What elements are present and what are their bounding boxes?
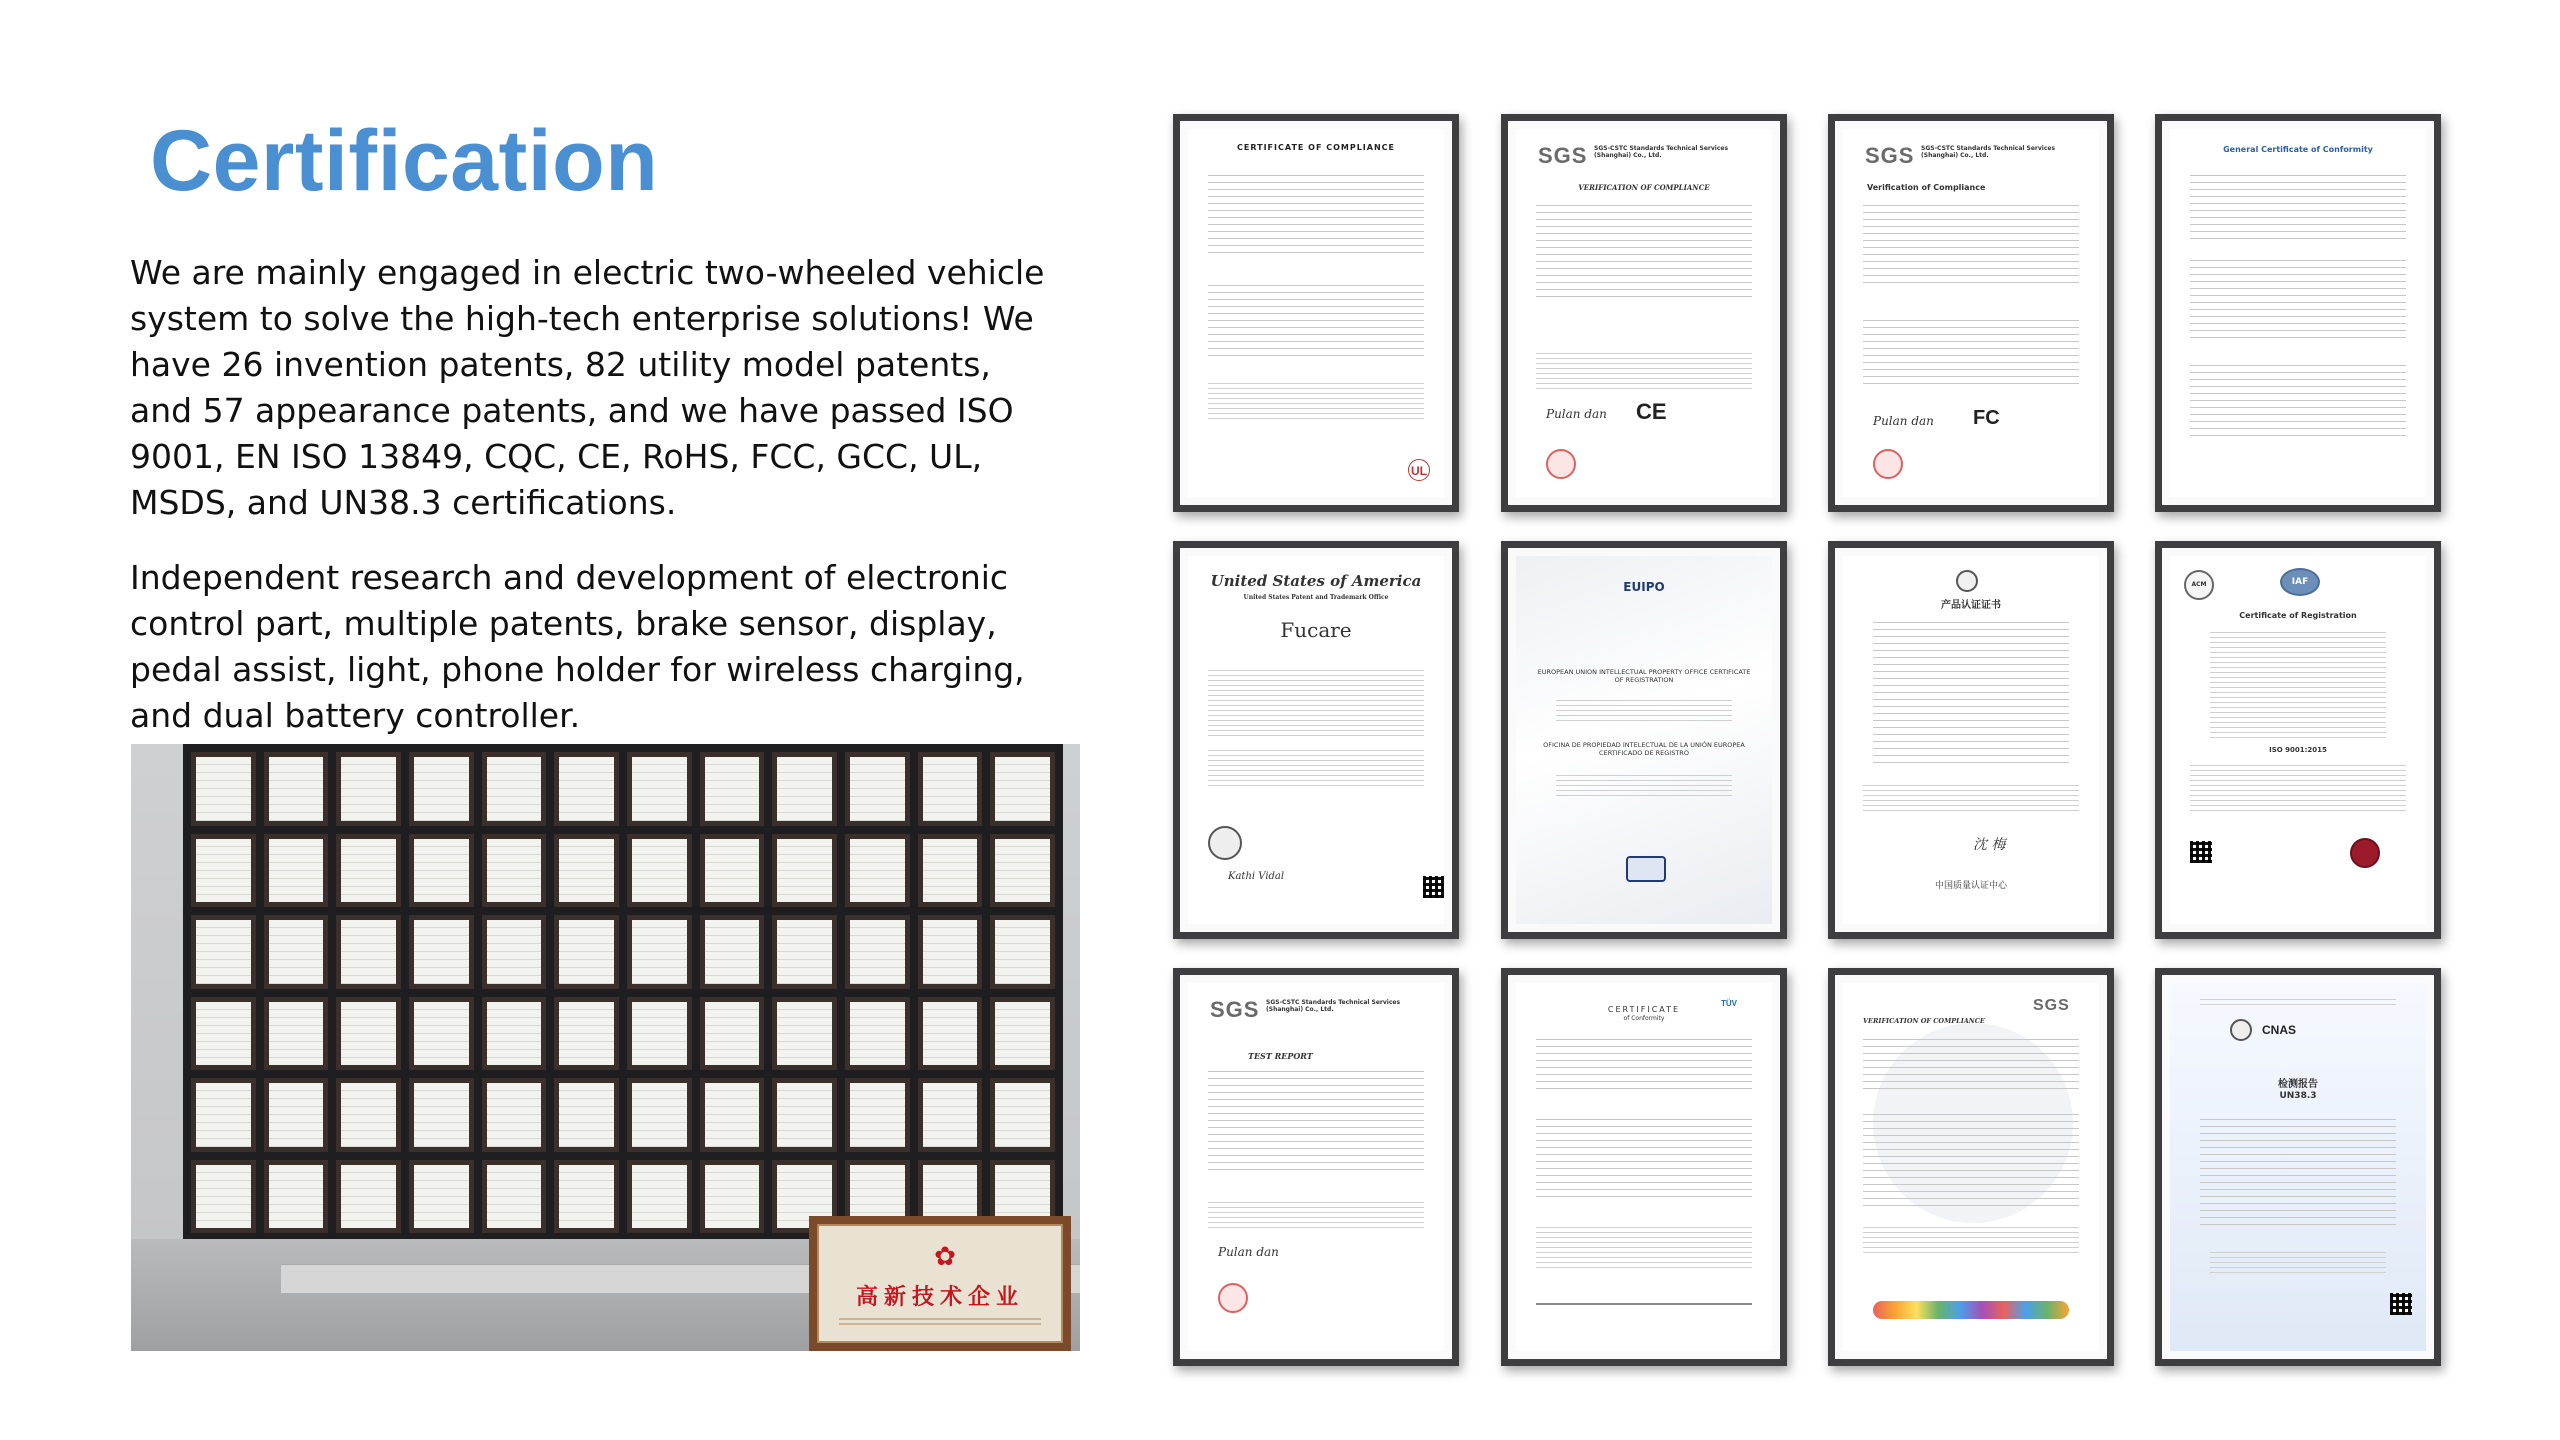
ce-mark-icon: CE (1636, 399, 1667, 424)
wall-certificate-frame (990, 834, 1055, 908)
certificate-text-lines (1556, 771, 1732, 799)
rd-paragraph: Independent research and development of electronic control part, multiple patents, brake sensor, display, pedal assist, light, phone holder for wireless charging, and dual battery controller. (130, 558, 1025, 735)
certificate-text-lines (1556, 696, 1732, 724)
wall-certificate-frame (918, 834, 983, 908)
wall-certificate-frame (990, 915, 1055, 989)
wall-certificate-frame (409, 834, 474, 908)
wall-certificate-frame (191, 834, 256, 908)
wall-certificate-frame (191, 915, 256, 989)
certificate-heading: United States of America (1210, 572, 1422, 590)
certificate-ul-compliance (1173, 114, 1459, 512)
sgs-logo: SGS (1210, 997, 1260, 1022)
wall-certificate-frame (627, 997, 692, 1071)
signature: 沈 梅 (1973, 837, 2006, 853)
certificate-frames-grid (191, 752, 1055, 1233)
wall-certificate-frame (554, 915, 619, 989)
certificate-text-lines (1208, 279, 1424, 359)
wall-certificate-frame (191, 1078, 256, 1152)
certificate-text-lines (2210, 1248, 2386, 1273)
certificate-heading: CERTIFICATE OF COMPLIANCE (1236, 143, 1395, 152)
certificate-text-lines (2190, 359, 2406, 439)
sgs-logo: SGS (2033, 997, 2070, 1014)
stamp-seal (1218, 1283, 1248, 1313)
wall-certificate-frame (482, 997, 547, 1071)
certificate-text-lines (2190, 761, 2406, 811)
certificate-text-lines (1863, 314, 2079, 384)
wall-certificate-frame (700, 752, 765, 826)
wall-certificate-frame (264, 997, 329, 1071)
wall-certificate-frame (554, 1078, 619, 1152)
certificate-footer: 中国质量认证中心 (1934, 881, 2007, 891)
certificate-heading: 产品认证证书 (1941, 600, 2001, 611)
certificate-text-lines (1208, 746, 1424, 786)
wall-certificate-frame (772, 752, 837, 826)
signature: Kathi Vidal (1228, 871, 1285, 882)
issuer-name: SGS-CSTC Standards Technical Services (Shanghai) Co., Ltd. (1594, 145, 1729, 159)
wall-certificate-frame (627, 834, 692, 908)
wall-certificate-frame (700, 915, 765, 989)
uspto-seal-icon (1208, 826, 1242, 860)
ilac-logo-icon (2230, 1019, 2252, 1041)
certificate-heading: CERTIFICATE (1607, 1005, 1681, 1014)
certificate-wall-photo (131, 744, 1080, 1351)
certificate-text-lines (1536, 349, 1752, 389)
qr-code-icon (2190, 841, 2212, 863)
certificate-tuv-conformity (1501, 968, 1787, 1366)
certificate-text-lines (2190, 169, 2406, 239)
wall-certificate-frame (409, 1078, 474, 1152)
wall-certificate-frame (482, 1078, 547, 1152)
wall-certificate-frame (191, 752, 256, 826)
certificate-text-lines (2190, 254, 2406, 344)
cnas-logo-icon: CNAS (2262, 1023, 2297, 1037)
certificate-uspto-trademark (1173, 541, 1459, 939)
wall-certificate-frame (700, 997, 765, 1071)
wall-certificate-frame (700, 834, 765, 908)
certificate-heading: Verification of Compliance (1867, 183, 1986, 192)
red-wax-seal-icon (2350, 838, 2380, 868)
wall-certificate-frame (845, 915, 910, 989)
certificate-text-lines (2210, 628, 2386, 738)
high-tech-enterprise-plaque (809, 1216, 1071, 1351)
wall-certificate-frame (264, 1078, 329, 1152)
wall-certificate-frame (264, 752, 329, 826)
wall-certificate-frame (918, 752, 983, 826)
eu-map-icon (1626, 856, 1666, 882)
wall-certificate-frame (264, 834, 329, 908)
certificate-sgs-test-report (1173, 968, 1459, 1366)
wall-certificate-frame (409, 1160, 474, 1234)
certificate-text-lines (1863, 199, 2079, 289)
wall-certificate-frame (700, 1078, 765, 1152)
wall-certificate-frame (772, 1078, 837, 1152)
wall-certificate-frame (409, 752, 474, 826)
wall-certificate-frame (264, 915, 329, 989)
certificate-text-lines (1536, 1033, 1752, 1093)
certificate-un38-3 (2155, 968, 2441, 1366)
wall-certificate-frame (772, 915, 837, 989)
certificate-cqc (1828, 541, 2114, 939)
wall-certificate-frame (627, 1078, 692, 1152)
wall-certificate-frame (990, 997, 1055, 1071)
iso-standard: ISO 9001:2015 (2269, 746, 2327, 754)
certificate-subheading: of Conformity (1623, 1015, 1665, 1022)
wall-certificate-frame (990, 1078, 1055, 1152)
certificate-heading: 检测报告 (2278, 1079, 2318, 1090)
certificate-text-lines (1208, 1065, 1424, 1175)
trademark-name: Fucare (1280, 618, 1352, 642)
certificate-text-lines (1536, 1113, 1752, 1203)
iaf-logo-icon: IAF (2280, 568, 2320, 596)
wall-certificate-frame (191, 997, 256, 1071)
certificate-text-lines (1536, 1223, 1752, 1268)
certificate-subheading: United States Patent and Trademark Office (1243, 594, 1389, 601)
plaque-logo-icon: ✿ (934, 1242, 956, 1272)
signature: Pulan dan (1218, 1245, 1279, 1259)
fcc-mark-icon: FC (1973, 407, 2000, 429)
wall-certificate-frame (845, 997, 910, 1071)
certificate-text-lines (1208, 1198, 1424, 1228)
wall-certificate-frame (772, 997, 837, 1071)
wall-certificate-frame (627, 752, 692, 826)
qr-code-icon (2390, 1293, 2412, 1315)
certificate-text-lines (1536, 199, 1752, 299)
certificate-heading: General Certificate of Conformity (2223, 145, 2373, 154)
certificate-sgs-fcc (1828, 114, 2114, 512)
certificate-sgs-verification (1828, 968, 2114, 1366)
intro-paragraph: We are mainly engaged in electric two-wheeled vehicle system to solve the high-tech enterprise solutions! We have 26 invention patents, 82 utility model patents, and 57 appearance patents, and we have passed ISO 9001, EN ISO 13849, CQC, CE, RoHS, FCC, GCC, UL, MSDS, and UN38.3 certifications. (130, 253, 1045, 522)
wall-certificate-frame (336, 997, 401, 1071)
certificate-text-lines (1208, 379, 1424, 419)
wall-certificate-frame (409, 997, 474, 1071)
certificate-text-lines (1863, 1108, 2079, 1208)
page-title: Certification (150, 113, 659, 209)
wall-certificate-frame (336, 752, 401, 826)
wall-certificate-frame (336, 1078, 401, 1152)
certificate-heading: TEST REPORT (1248, 1051, 1313, 1061)
certificate-heading: VERIFICATION OF COMPLIANCE (1578, 183, 1710, 192)
wall-certificate-frame (700, 1160, 765, 1234)
qr-code-icon (1423, 876, 1445, 898)
wall-certificate-frame (845, 1078, 910, 1152)
certificate-text-lines (1863, 1223, 2079, 1253)
wall-certificate-frame (482, 752, 547, 826)
stamp-seal (1546, 449, 1576, 479)
wall-certificate-frame (264, 1160, 329, 1234)
certificate-subheading: UN38.3 (2279, 1091, 2317, 1101)
sgs-logo: SGS (1538, 143, 1588, 168)
certificate-gcc (2155, 114, 2441, 512)
wall-certificate-frame (554, 752, 619, 826)
wall-certificate-frame (554, 997, 619, 1071)
wall-certificate-frame (482, 1160, 547, 1234)
wall-certificate-frame (990, 752, 1055, 826)
wall-certificate-frame (336, 915, 401, 989)
certificate-heading: Certificate of Registration (2239, 611, 2357, 620)
wall-certificate-frame (772, 834, 837, 908)
certificate-text-lines (1208, 169, 1424, 259)
certificate-text-lines (2200, 995, 2396, 1007)
signature: Pulan dan (1873, 414, 1934, 428)
wall-certificate-frame (409, 915, 474, 989)
wall-certificate-frame (554, 1160, 619, 1234)
wall-certificate-frame (336, 1160, 401, 1234)
certificate-text-lines (1208, 666, 1424, 736)
euipo-logo: EUIPO (1623, 580, 1665, 594)
certificate-heading: EUROPEAN UNION INTELLECTUAL PROPERTY OFFICE CERTIFICATE OF REGISTRATION (1537, 668, 1751, 684)
wall-certificate-frame (845, 834, 910, 908)
tuv-logo-icon: TÜV (1721, 999, 1737, 1008)
issuer-name: SGS-CSTC Standards Technical Services (Shanghai) Co., Ltd. (1266, 999, 1401, 1013)
signature: Pulan dan (1546, 407, 1607, 421)
wall-certificate-frame (191, 1160, 256, 1234)
certificate-heading: VERIFICATION OF COMPLIANCE (1863, 1017, 1985, 1025)
wall-certificate-frame (918, 997, 983, 1071)
certificate-wall-panel (183, 744, 1063, 1239)
plaque-divider (839, 1318, 1041, 1325)
wall-certificate-frame (627, 1160, 692, 1234)
sgs-logo: SGS (1865, 143, 1915, 168)
certificate-text-lines (1863, 781, 2079, 811)
wall-certificate-frame (482, 915, 547, 989)
certificate-text-lines (2200, 1113, 2396, 1228)
sgs-color-banner (1873, 1301, 2069, 1319)
stamp-seal (1873, 449, 1903, 479)
ul-mark-icon: UL (1408, 459, 1430, 481)
wall-certificate-frame (918, 915, 983, 989)
certificate-text-lines (1873, 616, 2069, 766)
wall-certificate-frame (336, 834, 401, 908)
wall-certificate-frame (482, 834, 547, 908)
plaque-text: 高新技术企业 (855, 1285, 1024, 1310)
wall-certificate-frame (918, 1078, 983, 1152)
wall-certificate-frame (627, 915, 692, 989)
certificate-subheading: OFICINA DE PROPIEDAD INTELECTUAL DE LA UNIÓN EUROPEA CERTIFICADO DE REGISTRO (1543, 741, 1745, 757)
acm-logo-icon: ACM (2184, 570, 2214, 600)
wall-certificate-frame (845, 752, 910, 826)
certificate-sgs-ce (1501, 114, 1787, 512)
issuer-name: SGS-CSTC Standards Technical Services (Shanghai) Co., Ltd. (1921, 145, 2056, 159)
wall-certificate-frame (554, 834, 619, 908)
certificate-euipo (1501, 541, 1787, 939)
footer-divider (1536, 1303, 1752, 1305)
certificate-iso9001 (2155, 541, 2441, 939)
cqc-logo-icon (1956, 570, 1978, 592)
certificate-text-lines (1863, 1033, 2079, 1093)
